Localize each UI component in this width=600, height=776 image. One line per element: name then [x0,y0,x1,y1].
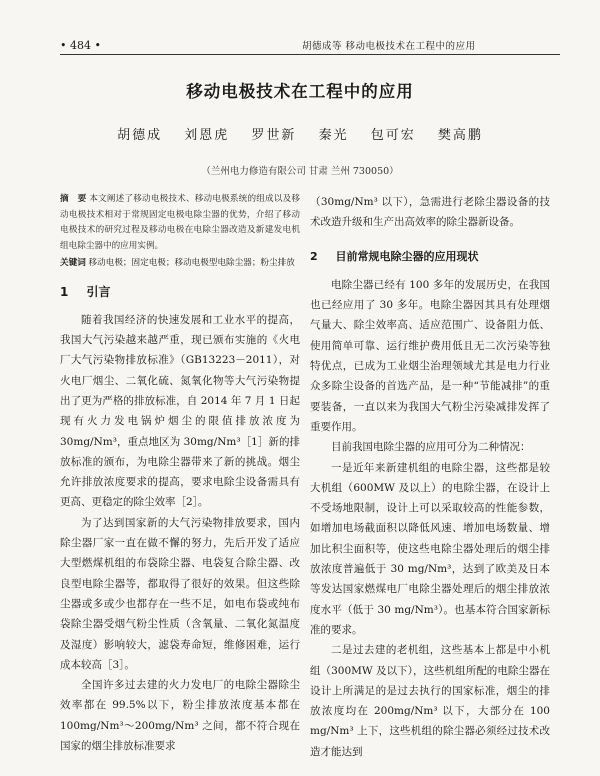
author: 刘恩虎 [184,128,230,143]
section-title: 引言 [86,284,111,299]
paragraph: 为了达到国家新的大气污染物排放要求，国内除尘器厂家一直在做不懈的努力，先后开发了适应大型燃煤机组的布袋除尘器、电袋复合除尘器、改良型电除尘器等，都取得了很好的效果。但这些除尘器或多或少也都存在一些不足，如电布袋或纯布袋除尘器受烟气粉尘性质（含氧量、二氧化氮温度及湿度）影响较大，滤袋寿命短，维修困难，运行成本较高［3］。 [60,516,300,671]
paper-title: 移动电极技术在工程中的应用 [186,82,414,101]
paragraph: 电除尘器已经有 100 多年的发展历史，在我国也已经应用了 30 多年。电除尘器因其具有处理烟气量大、除尘效率高、适应范围广、设备阻力低、使用简单可靠、运行维护费用低且无二次污染等独特优点，已成为工业烟尘治理领域尤其是电力行业众多除尘设备的首选产品，是一种“节能减排”的重要装备，一直以来为我国大气粉尘污染减排发挥了重要作用。 [310,278,550,433]
author-list [0,124,600,143]
author: 胡德成 [117,128,163,143]
paragraph: 全国许多过去建的火力发电厂的电除尘器除尘效率都在 99.5%以下，粉尘排放浓度基本都在 100mg/Nm³～200mg/Nm³ 之间，都不符合现在国家的烟尘排放标准要求 [60,679,300,753]
paragraph: 目前我国电除尘器的应用可分为二种情况： [331,441,531,454]
paragraph: （30mg/Nm³ 以下），急需进行老除尘器设备的技术改造升级和生产出高效率的除尘器新设备。 [310,196,550,229]
keywords-text: 移动电极；固定电极；移动电极型电除尘器；粉尘排放 [88,258,295,268]
paragraph: 一是近年来新建机组的电除尘器，这些都是较大机组（600MW 及以上）的电除尘器，在设计上不受场地限制，设计上可以采取较高的性能参数，如增加电场截面积以降低风速、增加电场数量、增加比积尘面积等，使这些电除尘器处理后的烟尘排放浓度普遍低于 30 mg/Nm³，达到了欧美及日本等发达国家燃煤电厂电除尘器处理后的烟尘排放浓度水平（低于 30 mg/Nm³）。也基本符合国家新标准的要求。 [310,461,550,636]
author: 包可宏 [370,128,416,143]
abstract [60,192,300,254]
affiliation: （兰州电力修造有限公司 甘肃 兰州 730050） [201,166,399,177]
section-heading [60,282,300,302]
section-title: 目前常规电除尘器的应用现状 [335,249,479,263]
right-column [310,192,550,762]
keywords-label: 关键词 [60,258,86,268]
abstract-text: 本文阐述了移动电极技术、移动电极系统的组成以及移动电极技术相对于常规固定电极电除尘器的优势，介绍了移动电极技术的研究过程及移动电极在电除尘器改造及新建发电机组电除尘器中的应用实例。 [60,194,300,251]
section-number: 1 [60,284,69,299]
author: 罗世新 [251,128,297,143]
keywords [60,256,300,272]
paragraph: 随着我国经济的快速发展和工业水平的提高，我国大气污染越来越严重，现已颁布实施的《火电厂大气污染物排放标准》（GB13223－2011），对火电厂烟尘、二氧化硫、氮氧化物等大气污染物提出了更为严格的排放标准，自 2014 年 7 月 1 日起现有火力发电锅炉烟尘的限值排放浓度为 30mg/Nm³，重点地区为 30mg/Nm³［1］新的排放标准的颁布，为电除尘器带来了新的挑战。烟尘允许排放浓度要求的提高，要求电除尘设备需具有更高、更稳定的除尘效率［2］。 [60,313,300,509]
author: 樊高鹏 [437,128,483,143]
paragraph: 二是过去建的老机组，这些基本上都是中小机组（300MW 及以下），这些机组所配的电除尘器在设计上所满足的是过去执行的国家标准，烟尘的排放浓度均在 200mg/Nm³ 以下，大部分在 100 mg/Nm³ 上下，这些机组的除尘器必须经过技术改造才能达到 [310,644,550,758]
abstract-label: 摘 要 [60,194,87,204]
author: 秦光 [318,128,349,143]
section-number: 2 [310,249,318,263]
left-column [60,192,300,756]
section-heading [310,247,550,267]
page-number: • 484 • [60,39,101,52]
running-title: 胡德成等 移动电极技术在工程中的应用 [302,41,476,52]
page-header [60,30,560,55]
